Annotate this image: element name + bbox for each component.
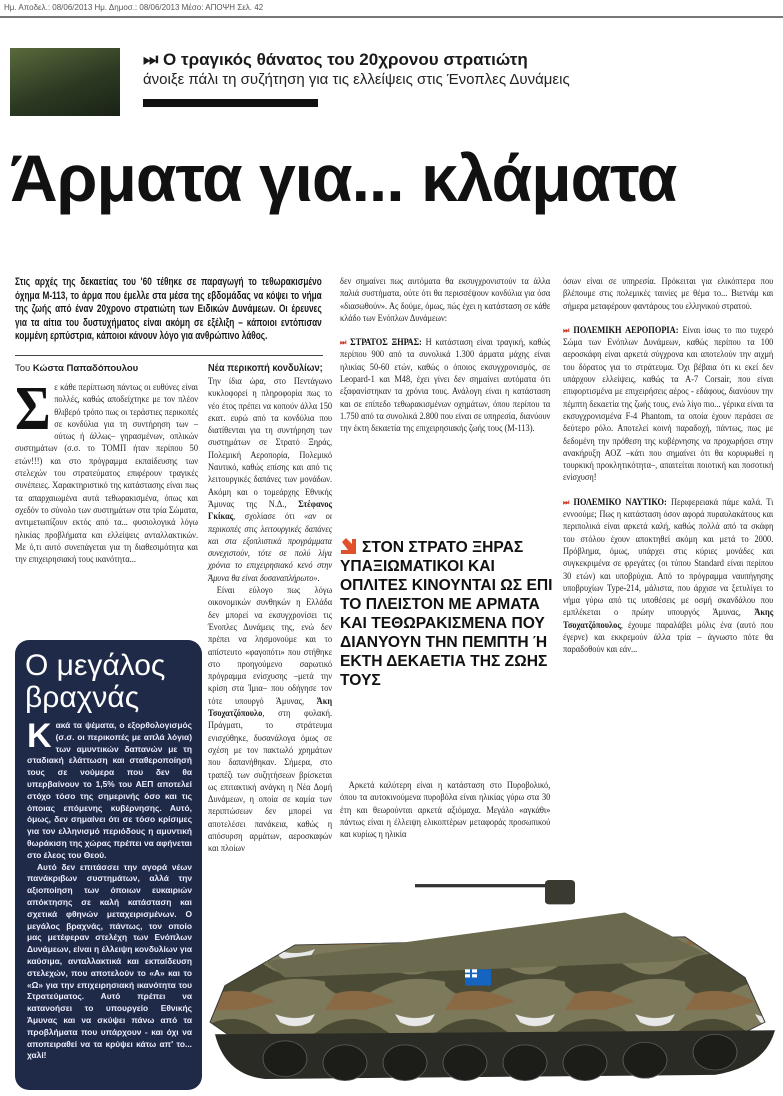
byline-author: Κώστα Παπαδόπουλου	[32, 363, 139, 374]
drop-cap: Κ	[27, 717, 52, 755]
kicker-subline: άνοιξε πάλι τη συζήτηση για τις ελλείψεις στις Ένοπλες Δυνάμεις	[143, 71, 570, 88]
column-1	[15, 375, 199, 566]
clipping-meta: Ημ. Αποδελ.: 08/06/2013 Ημ. Δημοσ.: 08/06/2013 Μέσο: ΑΠΟΨΗ Σελ. 42	[4, 3, 264, 12]
section-air-force: ⏭ ΠΟΛΕΜΙΚΗ ΑΕΡΟΠΟΡΙΑ: Είναι ίσως το πιο τυχερό Σώμα των Ενόπλων Δυνάμεων, καθώς περίπου τα 100 αεροσκάφη είναι αρκετά σύγχρονα και αποτελούν την αιχμή του δόρατος για το στράτευμα. Όχι βέβαια ότι κι εκεί δεν υπάρχουν ελλείψεις, καθώς τα A-7 Corsair, που είναι επιφορτισμένα με επιχειρήσεις αέρος - εδάφους, διανύουν την πέμπτη δεκαετία της ζωής τους, ενώ λίγο πιο... γέρικα είναι τα εκσυγχρονισμένα F-4 Phantom, τα οποία έχουν περάσει σε δεύτερο ρόλο. Αποτελεί κοινή παραδοχή, πάντως, πως με δεδομένη την πρόθεση της κυβέρνησης να προχωρήσει στην ανακήρυξη ΑΟΖ –κάτι που σημαίνει ότι θα κορυφωθεί η τουρκική προκλητικότητα–, απαιτείται ποιοτική και ποσοτική ενίσχυση!	[563, 325, 774, 484]
column-3-continued	[340, 780, 550, 841]
column-3	[340, 276, 550, 436]
arrow-down-right-icon	[340, 538, 356, 554]
subheading: Νέα περικοπή κονδυλίων;	[208, 362, 323, 374]
column-4	[563, 276, 773, 657]
sidebar-title: Ο μεγάλος βραχνάς	[25, 649, 166, 714]
paragraph: Αρκετά καλύτερη είναι η κατάσταση στο Πυροβολικό, όπου τα αυτοκινούμενα πυροβόλα είναι ηλικίας γύρω στα 30 έτη και θεωρούνται αρκετά αξιόμαχα. Μεγάλο «αγκάθι» πάντως είναι η έλλειψη ελικοπτέρων μεταφοράς προσωπικού και κυρίως η ηλικία	[340, 781, 551, 841]
drop-cap: Σ	[15, 375, 51, 443]
paragraph: όσων είναι σε υπηρεσία. Πρόκειται για ελικόπτερα που βλέπουμε στις πολεμικές ταινίες με θέμα το... Βιετνάμ και σήμερα μεταφέρουν φαντάρους του ελληνικού στρατού.	[563, 277, 774, 312]
kicker-line1: Ο τραγικός θάνατος του 20χρονου στρατιώτη	[163, 50, 528, 69]
divider	[0, 16, 783, 18]
section-army: ⏭ ΣΤΡΑΤΟΣ ΞΗΡΑΣ: Η κατάσταση είναι τραγική, καθώς περίπου 900 από τα συνολικά 1.300 άρματα μάχης είναι ηλικίας 50-60 ετών, καθώς ο όποιος εκσυγχρονισμός, σε Leopard-1 και Μ48, έχει γίνει δεν σημαίνει αυτόματα ότι εξαφανίστηκαν τα χρόνια τους. Ανάλογη είναι η κατάσταση και σε επίπεδο τεθωρακισμένων οχημάτων, όπου περίπου τα 1.750 από τα συνολικά 2.800 που είναι σε υπηρεσία, διανύουν την έκτη δεκαετία της επιχειρησιακής ζωής τους (Μ-113).	[340, 338, 551, 435]
greek-flag-icon	[465, 969, 491, 985]
fast-forward-icon: ⏭	[563, 497, 570, 507]
article-lead: Στις αρχές της δεκαετίας του '60 τέθηκε σε παραγωγή το τεθωρακισμένο όχημα Μ-113, το άρμα που έμελλε στα μέσα της εβδομάδας να κόψει το νήμα της ζωής από έναν 20χρονο στρατιώτη των Ειδικών Δυνάμεων. Οι έρευνες για τα αίτια του δυστυχήματος είναι ακόμη σε εξέλιξη – κάποιοι εντόπισαν κομμένη ερπύστρια, κάποιοι κάνουν λόγο για ανθρώπινο λάθος.	[15, 276, 322, 342]
kicker-bar	[143, 99, 318, 107]
paragraph: Αυτό δεν επιτάσσει την αγορά νέων πανάκριβων συστημάτων, αλλά την αξιοποίηση των όποιων ευκαιριών απόκτησης σε καλή κατάσταση και σχετικά φθηνών μεταχειρισμένων. Ο μεγάλος βραχνάς, πάντως, τον οποίο μας μετέφεραν στελέχη των Ενόπλων Δυνάμεων, είναι η έλλειψη κονδυλίων για καύσιμα, ανταλλακτικά και εκπαίδευση στελεχών, που αποτελούν το «Α» και το «Ω» για την επιχειρησιακή ικανότητα του Στρατεύματος. Αυτό πρέπει να κατανοήσει το υπουργείο Εθνικής Άμυνας και να σκύψει πάνω από τα προβλήματα που υπάρχουν - και όχι να αποπειραθεί να τα κρύψει κάτω απ' το... χαλί!	[27, 861, 192, 1061]
thumbnail-photo	[10, 48, 120, 116]
pull-quote: ΣΤΟΝ ΣΤΡΑΤΟ ΞΗΡΑΣ ΥΠΑΞΙΩΜΑΤΙΚΟΙ ΚΑΙ ΟΠΛΙΤΕΣ ΚΙΝΟΥΝΤΑΙ ΩΣ ΕΠΙ ΤΟ ΠΛΕΙΣΤΟΝ ΜΕ ΑΡΜΑΤΑ ΚΑΙ ΤΕΘΩΡΑΚΙΣΜΕΝΑ ΠΟΥ ΔΙΑΝΥΟΥΝ ΤΗΝ ΠΕΜΠΤΗ Ή ΕΚΤΗ ΔΕΚΑΕΤΙΑ ΤΗΣ ΖΩΗΣ ΤΟΥΣ	[340, 539, 553, 689]
kicker-headline	[143, 50, 528, 70]
sidebar-box	[15, 640, 202, 1090]
byline-prefix: Του	[15, 363, 31, 374]
fast-forward-icon: ⏭	[340, 338, 347, 348]
paragraph: Κακά τα ψέματα, ο εξορθολογισμός (σ.σ. οι περικοπές με απλά λόγια) των αμυντικών δαπανών με τη σταδιακή ελάττωση και σταθεροποίησή τους σε νούμερα που δεν θα υπερβαίνουν το 1,5% του ΑΕΠ αποτελεί στόχο τόσο της σημερινής όσο και τις όποιας επόμενης κυβέρνησης. Αυτό, όμως, δεν σημαίνει ότι σε τόσο κρίσιμες για τον ελληνισμό περιόδους η αμυντική θωράκιση της χώρας πρέπει να αφήνεται στο έλεος του Θεού.	[27, 717, 192, 860]
article-title: Άρματα για... κλάματα	[10, 141, 677, 215]
paragraph: δεν σημαίνει πως αυτόματα θα εκσυγχρονιστούν τα άλλα παλιά συστήματα, ούτε ότι θα περισσέψουν κονδύλια για όσα «διασωθούν». Ας δούμε, όμως, πώς έχει η κατάσταση σε κάθε κλάδο των Ενόπλων Δυνάμεων:	[340, 277, 551, 324]
divider	[15, 355, 323, 356]
byline	[15, 363, 138, 374]
paragraph: ε κάθε περίπτωση πάντως οι ευθύνες είναι πολλές, καθώς αποδείχτηκε με τον πλέον θλιβερό τρόπο πως οι τεράστιες περικοπές σε κονδύλια για τη συντήρηση των –ούτως ή άλλως– γηρασμένων, οπλικών συστημάτων (σ.σ. το ΤΟΜΠ ήταν περίπου 50 ετών!!!) και στο πρόγραμμα εκπαίδευσης των στελεχών του στρατεύματος επιφέρουν τραγικές συνέπειες. Χαρακτηριστικό της κατάστασης είναι πως τα απαρχαιωμένα αυτά τεθωρακισμένα, όπως και σχεδόν το σύνολο των συστημάτων στα τρία Σώματα, αντιμετωπίζουν εκτός από τα... φυσιολογικά λόγω ηλικίας προβλήματα και ελλείψεις ανταλλακτικών. Με ό,τι αυτό συνεπάγεται για τη διαθεσιμότητα και την επιχειρησιακή τους ικανότητα...	[15, 383, 199, 566]
fast-forward-icon: ⏭	[563, 325, 570, 335]
tank-photo	[205, 880, 783, 1096]
column-2	[208, 362, 332, 856]
section-navy: ⏭ ΠΟΛΕΜΙΚΟ ΝΑΥΤΙΚΟ: Περιφερειακά πάμε καλά. Τι εννοούμε; Πως η κατάσταση όσον αφορά πυραυλακάτους και περιπολικά είναι αρκετά καλή, καθώς πολλά από τα σκάφη του στόλου έχουν αποκτηθεί ακόμη και μετά το 2000. Πρόβλημα, όμως, υπάρχει στις κύριες μονάδες και συγκεκριμένα σε φρεγάτες (οι τύπου Standard είναι περίπου 30 ετών) και υποβρύχια. Από το πρόγραμμα ναυπήγησης υποβρυχίων Type-214, μάλιστα, που άρχισε να ξετυλίγει το νήμα γύρω από τις υποθέσεις με οσμή σκανδάλου που εμπλέκεται ο πρώην υπουργός Άμυνας, Άκης Τσοχατζόπουλος, έχουμε παραλάβει μόλις ένα (αυτό που έγερνε) και εκκρεμούν άλλα τρία – άγνωστο πότε θα παραδοθούν και εάν...	[563, 497, 774, 656]
paragraph: Την ίδια ώρα, στο Πεντάγωνο κυκλοφορεί η πληροφορία πως το νέο έτος πρέπει να κοπούν άλλα 150 εκατ. ευρώ από τα κονδύλια που διατίθενται για τη συντήρηση των συστημάτων σε Στρατό Ξηράς, Πολεμική Αεροπορία, Πολεμικό Ναυτικό, καθώς επίσης και από τις λειτουργικές δαπάνες των μονάδων. Ακόμη και ο τομεάρχης Εθνικής Άμυνας της Ν.Δ., Στέφανος Γκίκας, σχολίασε ότι «αν οι περικοπές στις λειτουργικές δαπάνες και στα εξοπλιστικά προγράμματα συνεχιστούν, τότε σε πολύ λίγα χρόνια το επιχειρησιακό κενό στην Άμυνα θα είναι δυσαναπλήρωτο».	[208, 377, 333, 584]
paragraph: Είναι εύλογο πως λόγω οικονομικών συνθηκών η Ελλάδα δεν μπορεί να εκσυγχρονίσει τις Ένοπλες Δυνάμεις της, ενώ δεν πρέπει να λησμονούμε και το απίστευτο «φαγοπότι» που στήθηκε στο προηγούμενο σαρωτικό πρόγραμμα ενίσχυσης –μετά την κρίση στα Ίμια– που οδήγησε τον τότε υπουργό Άμυνας, Άκη Τσοχατζόπουλο, στη φυλακή. Πράγματι, το στράτευμα ενισχύθηκε, δυσανάλογα όμως σε σχέση με τον πακτωλό χρημάτων που δαπανήθηκαν. Σήμερα, στο τραπέζι των συζητήσεων βρίσκεται ως επιτακτική ανάγκη η Νέα Δομή Δυνάμεων, η οποία σε καμία των περιπτώσεων δεν μπορεί να αποτελέσει πανάκεια, καθώς η απόσυρση αρμάτων, αεροσκαφών και πλοίων	[208, 586, 333, 855]
fast-forward-icon: ⏭	[143, 50, 164, 69]
